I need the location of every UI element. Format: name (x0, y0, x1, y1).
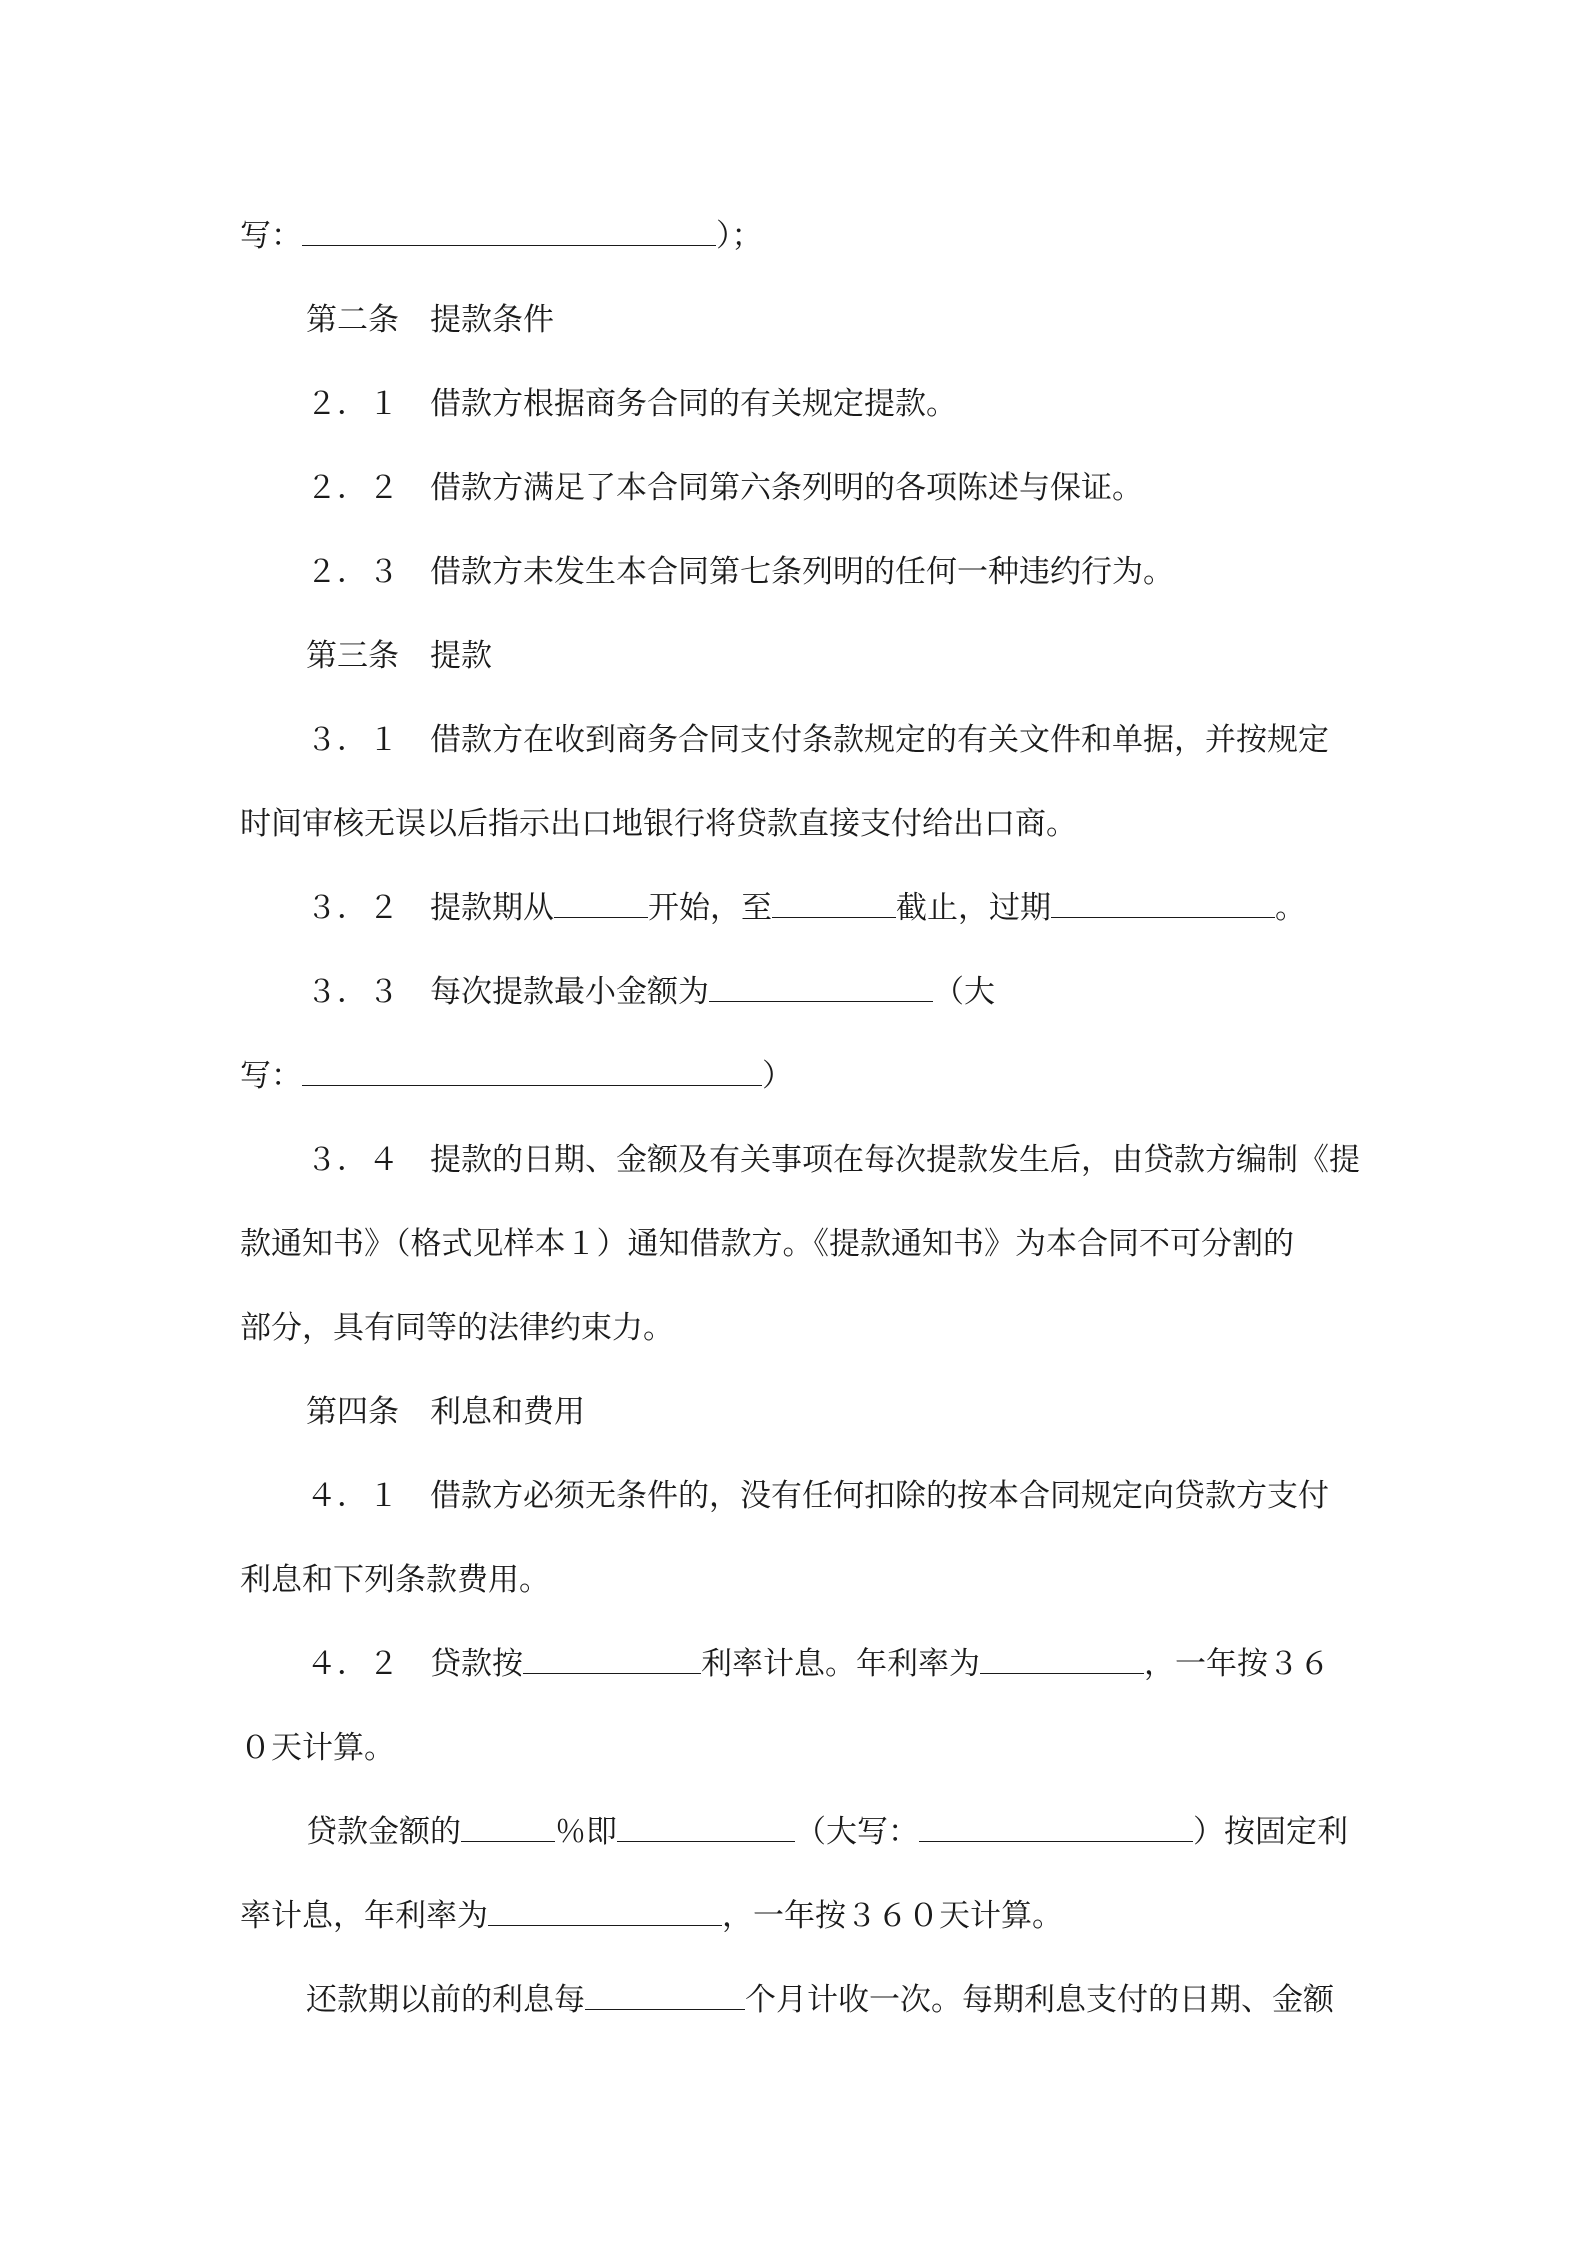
fixed-rate-line-2 (240, 1895, 1063, 1937)
blank-field (554, 887, 648, 918)
line-daxie-1 (240, 215, 763, 257)
blank-field (302, 215, 716, 246)
text: 利率计息。年利率为 (701, 1646, 980, 1682)
label-daxie: 写： (240, 1058, 302, 1094)
text: ３．２ 提款期从 (306, 890, 554, 926)
text: ４．２ 贷款按 (306, 1646, 523, 1682)
text: ）按固定利 (1193, 1814, 1348, 1850)
text: （大写： (795, 1814, 919, 1850)
blank-field (1051, 887, 1275, 918)
article-2-title: 第二条 提款条件 (306, 302, 554, 338)
blank-field (617, 1811, 795, 1842)
blank-field (488, 1895, 722, 1926)
blank-field (523, 1643, 701, 1674)
text: 率计息，年利率为 (240, 1898, 488, 1934)
text: ，一年按３６ (1144, 1646, 1330, 1682)
text: ，一年按３６０天计算。 (722, 1898, 1063, 1934)
clause-3-4-line-2: 款通知书》（格式见样本１）通知借款方。《提款通知书》为本合同不可分割的 (240, 1226, 1294, 1262)
text: ３．３ 每次提款最小金额为 (306, 974, 709, 1010)
text-close-paren: ）； (716, 218, 763, 254)
clause-2-3: ２．３ 借款方未发生本合同第七条列明的任何一种违约行为。 (306, 554, 1174, 590)
clause-3-1-line-1: ３．１ 借款方在收到商务合同支付条款规定的有关文件和单据，并按规定 (306, 722, 1329, 758)
clause-2-1: ２．１ 借款方根据商务合同的有关规定提款。 (306, 386, 957, 422)
clause-3-4-line-1: ３．４ 提款的日期、金额及有关事项在每次提款发生后，由贷款方编制《提 (306, 1142, 1360, 1178)
label-daxie: 写： (240, 218, 302, 254)
blank-field (980, 1643, 1144, 1674)
blank-field (302, 1055, 762, 1086)
clause-4-2-line-1 (306, 1643, 1330, 1685)
blank-field (919, 1811, 1193, 1842)
text: 贷款金额的 (306, 1814, 461, 1850)
clause-2-2: ２．２ 借款方满足了本合同第六条列明的各项陈述与保证。 (306, 470, 1143, 506)
clause-3-4-line-3: 部分，具有同等的法律约束力。 (240, 1310, 674, 1346)
clause-3-3-line-2 (240, 1055, 793, 1097)
clause-3-1-line-2: 时间审核无误以后指示出口地银行将贷款直接支付给出口商。 (240, 806, 1077, 842)
article-3-title: 第三条 提款 (306, 638, 492, 674)
text: 还款期以前的利息每 (306, 1982, 585, 2018)
clause-4-1-line-2: 利息和下列条款费用。 (240, 1562, 550, 1598)
text: ％即 (555, 1814, 617, 1850)
clause-4-1-line-1: ４．１ 借款方必须无条件的，没有任何扣除的按本合同规定向贷款方支付 (306, 1478, 1329, 1514)
text: 。 (1275, 890, 1306, 926)
fixed-rate-line-1 (306, 1811, 1348, 1853)
article-4-title: 第四条 利息和费用 (306, 1394, 585, 1430)
text: ） (762, 1058, 793, 1094)
text: 个月计收一次。每期利息支付的日期、金额 (745, 1982, 1334, 2018)
interest-period-line (306, 1979, 1334, 2021)
clause-3-2 (306, 887, 1306, 929)
clause-4-2-line-2: ０天计算。 (240, 1730, 395, 1766)
clause-3-3-line-1 (306, 971, 995, 1013)
text: （大 (933, 974, 995, 1010)
text: 截止，过期 (896, 890, 1051, 926)
text: 开始，至 (648, 890, 772, 926)
blank-field (461, 1811, 555, 1842)
blank-field (709, 971, 933, 1002)
blank-field (585, 1979, 745, 2010)
blank-field (772, 887, 896, 918)
